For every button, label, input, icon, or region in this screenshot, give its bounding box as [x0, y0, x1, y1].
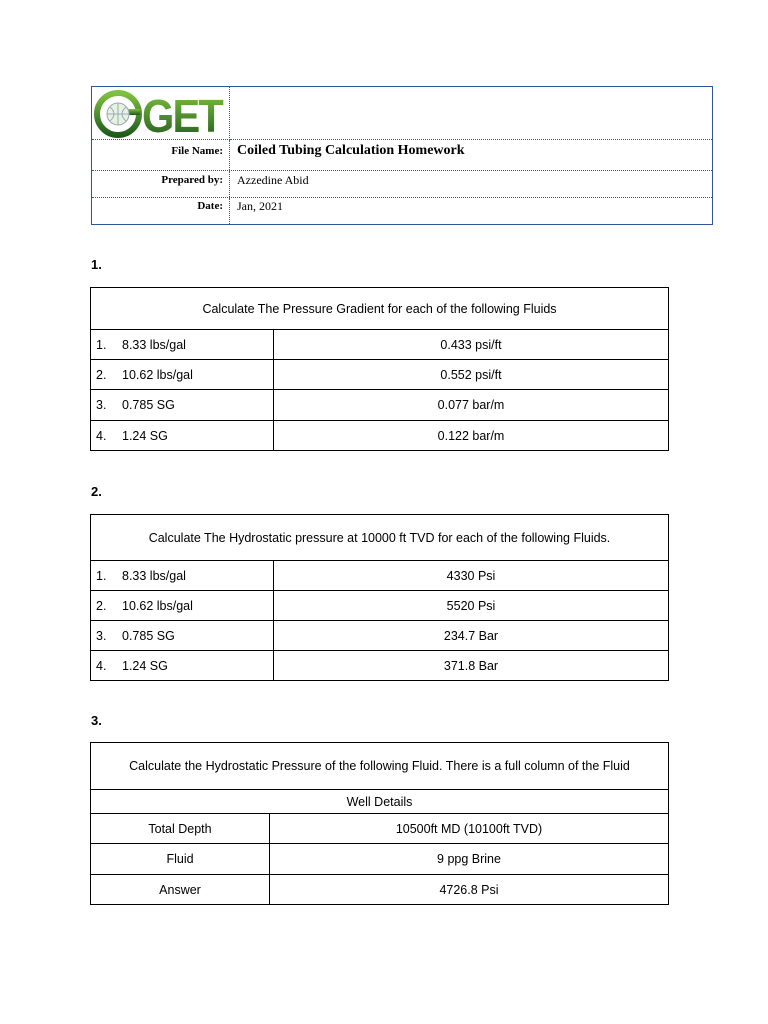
question-3-title: Calculate the Hydrostatic Pressure of the following Fluid. There is a full column of the Fluid [91, 743, 669, 790]
question-1-table [90, 287, 669, 451]
row-number: 1. [96, 337, 107, 352]
file-name-value: Coiled Tubing Calculation Homework [237, 143, 465, 158]
answer-cell: 0.077 bar/m [274, 390, 669, 421]
prepared-by-label: Prepared by: [92, 171, 230, 197]
answer-cell: 0.433 psi/ft [274, 330, 669, 360]
table-row [91, 814, 669, 844]
row-number: 3. [96, 628, 107, 643]
table-row [91, 330, 669, 360]
table-row [91, 875, 669, 905]
prepared-by-value: Azzedine Abid [237, 173, 309, 187]
table-row [91, 390, 669, 421]
answer-cell: 5520 Psi [274, 591, 669, 621]
file-name-label: File Name: [92, 140, 230, 170]
date-label: Date: [92, 198, 230, 224]
question-2-table [90, 514, 669, 681]
header-row-date [92, 198, 712, 224]
detail-label: Answer [91, 875, 270, 905]
question-3-number: 3. [91, 713, 102, 728]
date-value: Jan, 2021 [237, 199, 283, 213]
table-subheader-row [91, 790, 669, 814]
row-number: 4. [96, 658, 107, 673]
detail-value: 4726.8 Psi [270, 875, 669, 905]
table-row [91, 621, 669, 651]
header-blank-cell [230, 87, 712, 140]
question-2-title: Calculate The Hydrostatic pressure at 10000 ft TVD for each of the following Fluids. [91, 515, 669, 561]
detail-value: 10500ft MD (10100ft TVD) [270, 814, 669, 844]
row-number: 2. [96, 598, 107, 613]
fluid-label: 10.62 lbs/gal [122, 367, 193, 382]
table-row [91, 360, 669, 390]
fluid-label: 0.785 SG [122, 398, 175, 412]
globe-icon [97, 93, 140, 135]
row-number: 1. [96, 568, 107, 583]
table-title-row [91, 515, 669, 561]
detail-label: Fluid [91, 844, 270, 875]
document-header [91, 86, 713, 225]
detail-label: Total Depth [91, 814, 270, 844]
header-row-file-name [92, 140, 712, 171]
fluid-label: 0.785 SG [122, 628, 175, 643]
answer-cell: 234.7 Bar [274, 621, 669, 651]
table-title-row [91, 743, 669, 790]
logo-text: GET [142, 90, 224, 139]
answer-cell: 0.122 bar/m [274, 421, 669, 451]
question-1-number: 1. [91, 257, 102, 272]
question-2-number: 2. [91, 484, 102, 499]
fluid-label: 1.24 SG [122, 658, 168, 673]
table-row [91, 421, 669, 451]
get-logo [92, 87, 228, 139]
header-row-prepared-by [92, 171, 712, 198]
answer-cell: 371.8 Bar [274, 651, 669, 681]
well-details-header: Well Details [91, 790, 669, 814]
fluid-label: 8.33 lbs/gal [122, 568, 186, 583]
fluid-label: 8.33 lbs/gal [122, 337, 186, 352]
row-number: 2. [96, 367, 107, 382]
row-number: 3. [96, 398, 107, 412]
table-row [91, 844, 669, 875]
question-3-table [90, 742, 669, 905]
row-number: 4. [96, 428, 107, 443]
question-1-title: Calculate The Pressure Gradient for each of the following Fluids [91, 288, 669, 330]
detail-value: 9 ppg Brine [270, 844, 669, 875]
fluid-label: 10.62 lbs/gal [122, 598, 193, 613]
answer-cell: 0.552 psi/ft [274, 360, 669, 390]
table-title-row [91, 288, 669, 330]
logo-cell [92, 87, 230, 140]
table-row [91, 591, 669, 621]
table-row [91, 651, 669, 681]
answer-cell: 4330 Psi [274, 561, 669, 591]
fluid-label: 1.24 SG [122, 428, 168, 443]
table-row [91, 561, 669, 591]
